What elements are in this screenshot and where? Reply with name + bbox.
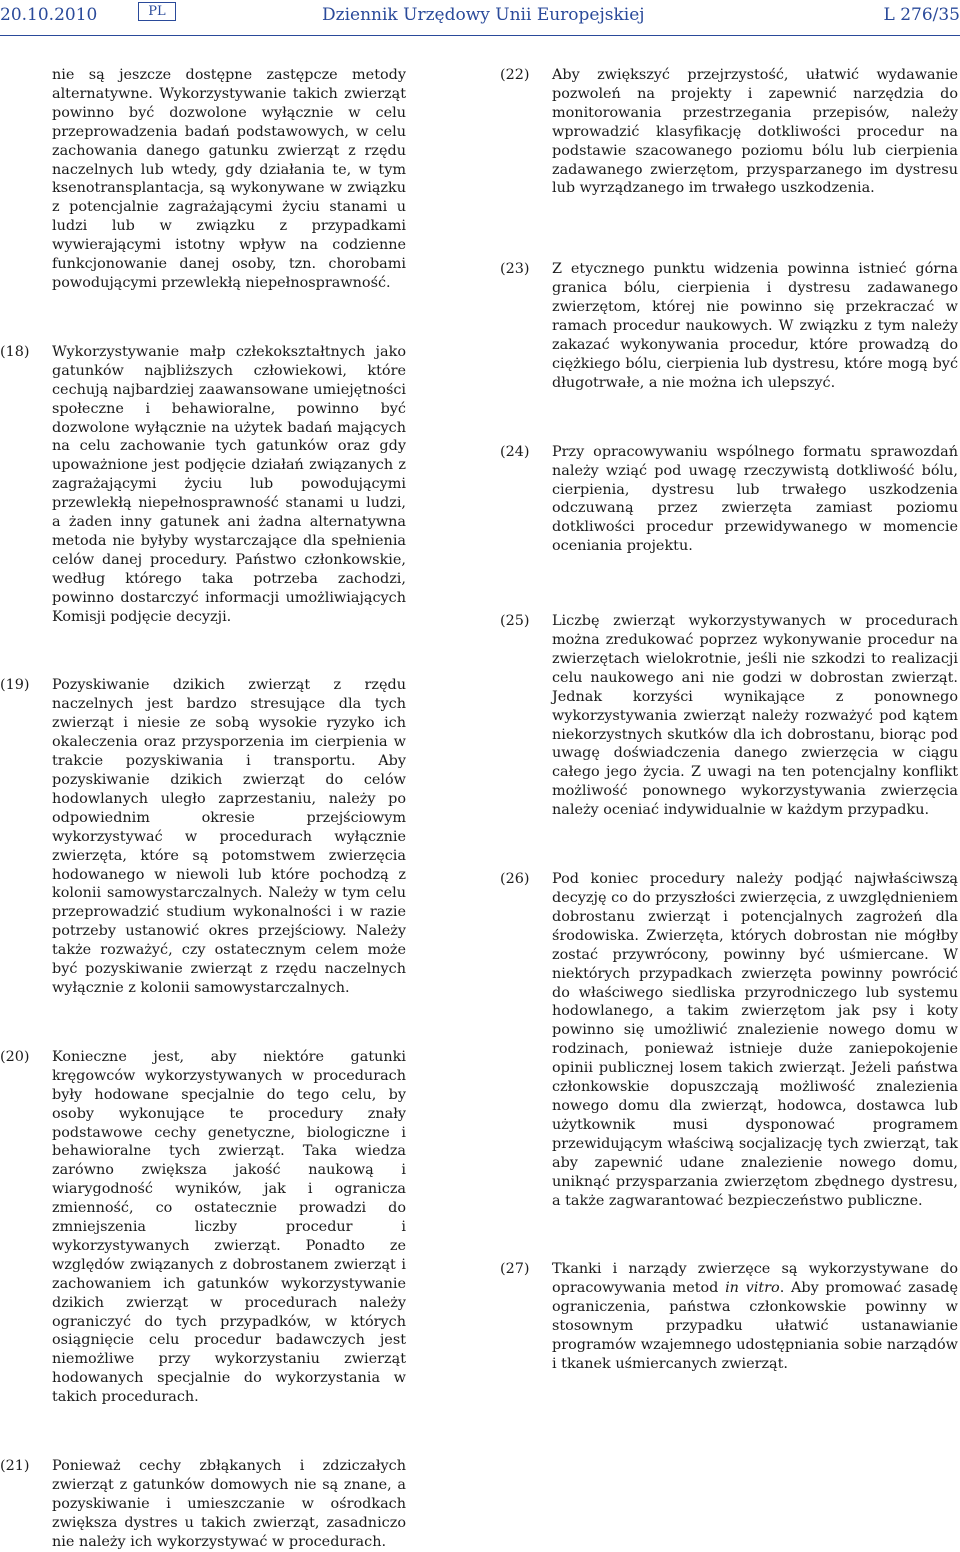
recital-number: (27) [500,1260,530,1279]
recital-text-part: . Aby promować zasadę ograniczenia, państwa członkowskie powinny w stosownym przypadku ułatwić ustanawianie programów wzajemnego udostępniania sobie narządów i tkanek uśmiercanych zwierząt. [552,1280,958,1372]
recital-number: (25) [500,612,530,631]
recital-text: Przy opracowywaniu wspólnego formatu sprawozdań należy wziąć pod uwagę rzeczywistą dotkliwość bólu, cierpienia, dystresu lub trwałego uszkodzenia odczuwaną przez zwierzęta zamiast poziomu dotkliwości procedur przewidywanego w momencie oceniania projektu. [552,443,958,556]
recital-text: Aby zwiększyć przejrzystość, ułatwić wydawanie pozwoleń na projekty i zapewnić narzędzia do monitorowania przestrzegania przepisów, należy wprowadzić klasyfikację dotkliwości procedur na podstawie szacowanego poziomu bólu lub cierpienia zadawanego zwierzętom, przysparzanego im dystresu lub wyrządzanego im trwałego uszkodzenia. [552,66,958,198]
recital-text: Konieczne jest, aby niektóre gatunki kręgowców wykorzystywanych w procedurach były hodowane specjalnie do tego celu, by osoby wykonujące te procedury znały podstawowe cechy genetyczne, biologiczne i behawioralne tych zwierząt. Taka wiedza zarówno zwiększa jakość naukową i wiarygodność wyników, jak i ogranicza zmienność, co ostatecznie prowadzi do zmniejszenia liczby procedur i wykorzystywanych zwierząt. Ponadto ze względów związanych z dobrostanem zwierząt i zachowaniem ich gatunków wykorzystywanie dzikich zwierząt w procedurach należy ograniczyć do tych przypadków, w których osiągnięcie celu procedur badawczych jest niemożliwe przy wykorzystaniu zwierząt hodowanych specjalnie do wykorzystania w takich procedurach. [52,1048,406,1407]
recital-text: Pozyskiwanie dzikich zwierząt z rzędu naczelnych jest bardzo stresujące dla tych zwierząt i niesie ze sobą wysokie ryzyko ich okaleczenia oraz przysporzenia im cierpienia w trakcie pozyskiwania i transportu. Aby pozyskiwanie dzikich zwierząt do celów hodowlanych uległo zaprzestaniu, należy po odpowiednim okresie przejściowym wykorzystywać w procedurach wyłącznie zwierzęta, które są potomstwem zwierzęcia hodowanego w niewoli lub które pochodzą z kolonii samowystarczalnych. Należy w tym celu przeprowadzić studium wykonalności i w razie potrzeby ustanowić okres przejściowy. Należy także rozważyć, czy ostatecznym celem może być pozyskiwanie zwierząt z rzędu naczelnych wyłącznie z kolonii samowystarczalnych. [52,676,406,997]
page-header [0,0,960,30]
recital-23 [500,260,958,392]
language-badge: PL [138,2,176,21]
recital-continuation [0,66,406,293]
recital-text: Liczbę zwierząt wykorzystywanych w procedurach można zredukować poprzez wykonywanie procedur na zwierzętach wielokrotnie, jeśli nie szkodzi to realizacji celu naukowego ani nie godzi w dobrostan zwierząt. Jednak korzyści wynikające z ponownego wykorzystywania zwierząt należy rozważyć pod kątem niekorzystnych skutków dla ich dobrostanu, biorąc pod uwagę doświadczenia danego zwierzęcia w ciągu całego jego życia. Z uwagi na ten potencjalny konflikt możliwość ponownego wykorzystywania zwierzęcia należy oceniać indywidualnie w każdym przypadku. [552,612,958,820]
recital-text: Ponieważ cechy zbłąkanych i zdziczałych zwierząt z gatunków domowych nie są znane, a pozyskiwanie i umieszczanie w ośrodkach zwiększa dystres u takich zwierząt, zasadniczo nie należy ich wykorzystywać w procedurach. [52,1457,406,1552]
recital-number: (19) [0,676,30,695]
recital-number: (21) [0,1457,30,1476]
recital-number: (24) [500,443,530,462]
recital-text-part: Tkanki i narządy zwierzęce są wykorzystywane do opracowywania metod [552,1261,958,1296]
recital-text: Pod koniec procedury należy podjąć najwłaściwszą decyzję co do przyszłości zwierzęcia, z uwzględnieniem dobrostanu zwierząt i potencjalnych zagrożeń dla środowiska. Zwierzęta, których dobrostan nie mógłby zostać przywrócony, powinny być uśmiercane. W niektórych przypadkach zwierzęta powinny powrócić do właściwego siedliska przyrodniczego lub systemu hodowlanego, a takim zwierzętom jak psy i koty powinno się umożliwić znalezienie nowego domu w rodzinach, ponieważ istnieje duże zaniepokojenie opinii publicznej losem takich zwierząt. Jeżeli państwa członkowskie dopuszczają możliwość znalezienia nowego domu dla zwierząt, hodowca, dostawca lub użytkownik musi dysponować programem przewidującym właściwą socjalizację tych zwierząt, tak aby zapewnić udane znalezienie nowego domu, uniknąć przysparzania zwierzętom zbędnego dystresu, a także zagwarantować bezpieczeństwo publiczne. [552,870,958,1210]
recital-18 [0,343,406,627]
left-column [0,66,406,1552]
recital-19 [0,676,406,997]
recital-text: nie są jeszcze dostępne zastępcze metody alternatywne. Wykorzystywanie takich zwierząt powinno być dozwolone wyłącznie w celu przeprowadzenia badań podstawowych, w celu zachowania danego gatunku zwierząt z rzędu naczelnych lub wtedy, gdy działania te, w tym ksenotransplantacja, są wykonywane w związku z potencjalnie zagrażającymi życiu stanami u ludzi lub w związku z przypadkami wywierającymi istotny wpływ na codzienne funkcjonowanie danej osoby, tzn. chorobami powodującymi przewlekłą niepełnosprawność. [52,66,406,293]
recital-text: Wykorzystywanie małp człekokształtnych jako gatunków najbliższych człowiekowi, które cechują najbardziej zaawansowane umiejętności społeczne i behawioralne, powinno być dozwolone wyłącznie na użytek badań mających na celu zachowanie tych gatunków oraz gdy upoważnione jest podjęcie działań związanych z zagrażającymi życiu lub powodującymi przewlekłą niepełnosprawność stanami u ludzi, a żaden inny gatunek ani żadna alternatywna metoda nie byłyby wystarczające dla spełnienia celów danej procedury. Państwo członkowskie, według którego taka potrzeba zachodzi, powinno dostarczyć informacji umożliwiających Komisji podjęcie decyzji. [52,343,406,627]
recital-26 [500,870,958,1210]
recital-text: Z etycznego punktu widzenia powinna istnieć górna granica bólu, cierpienia i dystresu zadawanego zwierzętom, której nie powinno się przekraczać w ramach procedur naukowych. W związku z tym należy zakazać wykonywania procedur, które prowadzą do ciężkiego bólu, cierpienia lub dystresu, które mogą być długotrwałe, a nie można ich ulepszyć. [552,260,958,392]
recital-21 [0,1457,406,1552]
recital-20 [0,1048,406,1407]
recital-number: (20) [0,1048,30,1067]
recital-24 [500,443,958,556]
recital-22 [500,66,958,198]
recital-text-italic: in vitro [725,1280,780,1296]
recital-number: (23) [500,260,530,279]
right-column [500,66,958,1374]
recital-27 [500,1260,958,1373]
recital-number: (18) [0,343,30,362]
recital-25 [500,612,958,820]
recital-number: (26) [500,870,530,889]
publication-date: 20.10.2010 [0,5,97,25]
recital-number: (22) [500,66,530,85]
recital-text [552,1260,958,1373]
page-reference: L 276/35 [884,5,960,25]
header-rule [0,35,960,36]
journal-title: Dziennik Urzędowy Unii Europejskiej [322,5,645,25]
